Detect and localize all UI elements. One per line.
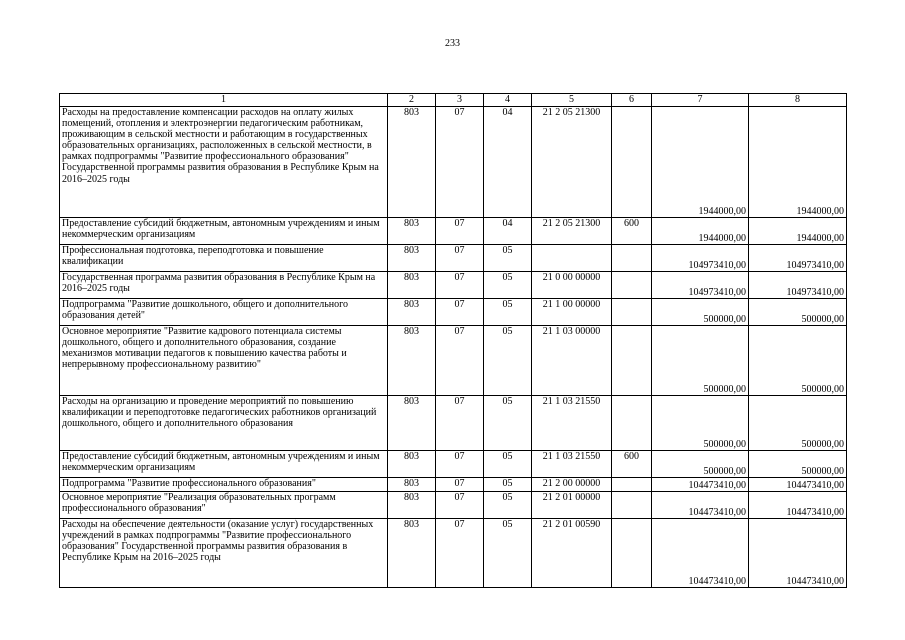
code-section: 07: [436, 396, 484, 451]
code-target: 21 1 03 21550: [532, 396, 612, 451]
table-row: [60, 218, 847, 245]
code-subsection: 04: [484, 218, 532, 245]
amount-col7: 104473410,00: [652, 492, 749, 519]
code-expense-type: [612, 245, 652, 272]
code-ministry: 803: [388, 396, 436, 451]
code-section: 07: [436, 272, 484, 299]
code-target: 21 1 00 00000: [532, 299, 612, 326]
code-section: 07: [436, 451, 484, 478]
table-row: [60, 272, 847, 299]
row-name: Профессиональная подготовка, переподготовка и повышение квалификации: [60, 245, 388, 272]
code-ministry: 803: [388, 326, 436, 396]
code-subsection: 05: [484, 451, 532, 478]
amount-col7: 500000,00: [652, 299, 749, 326]
code-ministry: 803: [388, 272, 436, 299]
column-header: 7: [652, 94, 749, 107]
amount-col8: 1944000,00: [749, 107, 847, 218]
amount-col7: 500000,00: [652, 326, 749, 396]
code-subsection: 04: [484, 107, 532, 218]
code-section: 07: [436, 326, 484, 396]
row-name: Предоставление субсидий бюджетным, автономным учреждениям и иным некоммерческим организациям: [60, 451, 388, 478]
column-header: 5: [532, 94, 612, 107]
code-ministry: 803: [388, 519, 436, 588]
column-header: 6: [612, 94, 652, 107]
amount-col8: 500000,00: [749, 299, 847, 326]
amount-col7: 500000,00: [652, 451, 749, 478]
header-row: [60, 94, 847, 107]
code-subsection: 05: [484, 326, 532, 396]
row-name: Подпрограмма "Развитие профессионального образования": [60, 478, 388, 492]
code-section: 07: [436, 218, 484, 245]
code-expense-type: [612, 519, 652, 588]
amount-col8: 104973410,00: [749, 245, 847, 272]
code-subsection: 05: [484, 245, 532, 272]
code-target: 21 2 05 21300: [532, 218, 612, 245]
code-expense-type: [612, 272, 652, 299]
code-target: 21 2 05 21300: [532, 107, 612, 218]
code-section: 07: [436, 299, 484, 326]
amount-col7: 104473410,00: [652, 478, 749, 492]
code-target: 21 1 03 00000: [532, 326, 612, 396]
amount-col8: 104473410,00: [749, 519, 847, 588]
code-expense-type: [612, 492, 652, 519]
code-target: 21 2 00 00000: [532, 478, 612, 492]
row-name: Расходы на организацию и проведение мероприятий по повышению квалификации и переподготовке педагогических работников организаций дошкольного, общего и дополнительного образования: [60, 396, 388, 451]
column-header: 1: [60, 94, 388, 107]
amount-col7: 104473410,00: [652, 519, 749, 588]
table-row: [60, 245, 847, 272]
row-name: Расходы на предоставление компенсации расходов на оплату жилых помещений, отопления и электроэнергии педагогическим работникам, проживающим в сельской местности и работающим в государственных образовательных организациях, расположенных в сельской местности, в рамках подпрограммы "Развитие профессионального образования" Государственной программы развития образования в Республике Крым на 2016–2025 годы: [60, 107, 388, 218]
code-expense-type: 600: [612, 218, 652, 245]
amount-col7: 104973410,00: [652, 245, 749, 272]
code-ministry: 803: [388, 451, 436, 478]
row-name: Расходы на обеспечение деятельности (оказание услуг) государственных учреждений в рамках подпрограммы "Развитие профессионального образования" Государственной программы развития образования в Республике Крым на 2016–2025 годы: [60, 519, 388, 588]
row-name: Основное мероприятие "Развитие кадрового потенциала системы дошкольного, общего и дополнительного образования, создание механизмов мотивации педагогов к повышению качества работы и непрерывному профессиональному развитию": [60, 326, 388, 396]
code-subsection: 05: [484, 519, 532, 588]
code-ministry: 803: [388, 492, 436, 519]
table-row: [60, 451, 847, 478]
code-section: 07: [436, 107, 484, 218]
amount-col7: 1944000,00: [652, 107, 749, 218]
code-section: 07: [436, 245, 484, 272]
amount-col7: 500000,00: [652, 396, 749, 451]
table-row: [60, 299, 847, 326]
amount-col8: 1944000,00: [749, 218, 847, 245]
amount-col8: 500000,00: [749, 326, 847, 396]
code-subsection: 05: [484, 478, 532, 492]
code-ministry: 803: [388, 218, 436, 245]
row-name: Предоставление субсидий бюджетным, автономным учреждениям и иным некоммерческим организациям: [60, 218, 388, 245]
code-subsection: 05: [484, 299, 532, 326]
code-target: 21 2 01 00000: [532, 492, 612, 519]
amount-col7: 1944000,00: [652, 218, 749, 245]
code-target: [532, 245, 612, 272]
row-name: Государственная программа развития образования в Республике Крым на 2016–2025 годы: [60, 272, 388, 299]
code-target: 21 0 00 00000: [532, 272, 612, 299]
column-header: 4: [484, 94, 532, 107]
code-ministry: 803: [388, 478, 436, 492]
code-ministry: 803: [388, 107, 436, 218]
code-expense-type: 600: [612, 451, 652, 478]
code-subsection: 05: [484, 396, 532, 451]
amount-col8: 500000,00: [749, 396, 847, 451]
code-section: 07: [436, 519, 484, 588]
code-target: 21 2 01 00590: [532, 519, 612, 588]
code-expense-type: [612, 107, 652, 218]
code-expense-type: [612, 478, 652, 492]
budget-table: [59, 93, 847, 588]
code-section: 07: [436, 492, 484, 519]
column-header: 2: [388, 94, 436, 107]
code-expense-type: [612, 396, 652, 451]
code-subsection: 05: [484, 272, 532, 299]
code-section: 07: [436, 478, 484, 492]
amount-col7: 104973410,00: [652, 272, 749, 299]
code-ministry: 803: [388, 245, 436, 272]
code-subsection: 05: [484, 492, 532, 519]
table-row: [60, 492, 847, 519]
row-name: Основное мероприятие "Реализация образовательных программ профессионального образования": [60, 492, 388, 519]
page-number: 233: [445, 38, 460, 49]
code-target: 21 1 03 21550: [532, 451, 612, 478]
table-row: [60, 519, 847, 588]
table-row: [60, 478, 847, 492]
column-header: 3: [436, 94, 484, 107]
row-name: Подпрограмма "Развитие дошкольного, общего и дополнительного образования детей": [60, 299, 388, 326]
table-row: [60, 396, 847, 451]
code-expense-type: [612, 326, 652, 396]
code-expense-type: [612, 299, 652, 326]
table-row: [60, 107, 847, 218]
amount-col8: 104473410,00: [749, 492, 847, 519]
amount-col8: 104473410,00: [749, 478, 847, 492]
table-row: [60, 326, 847, 396]
column-header: 8: [749, 94, 847, 107]
code-ministry: 803: [388, 299, 436, 326]
amount-col8: 500000,00: [749, 451, 847, 478]
amount-col8: 104973410,00: [749, 272, 847, 299]
